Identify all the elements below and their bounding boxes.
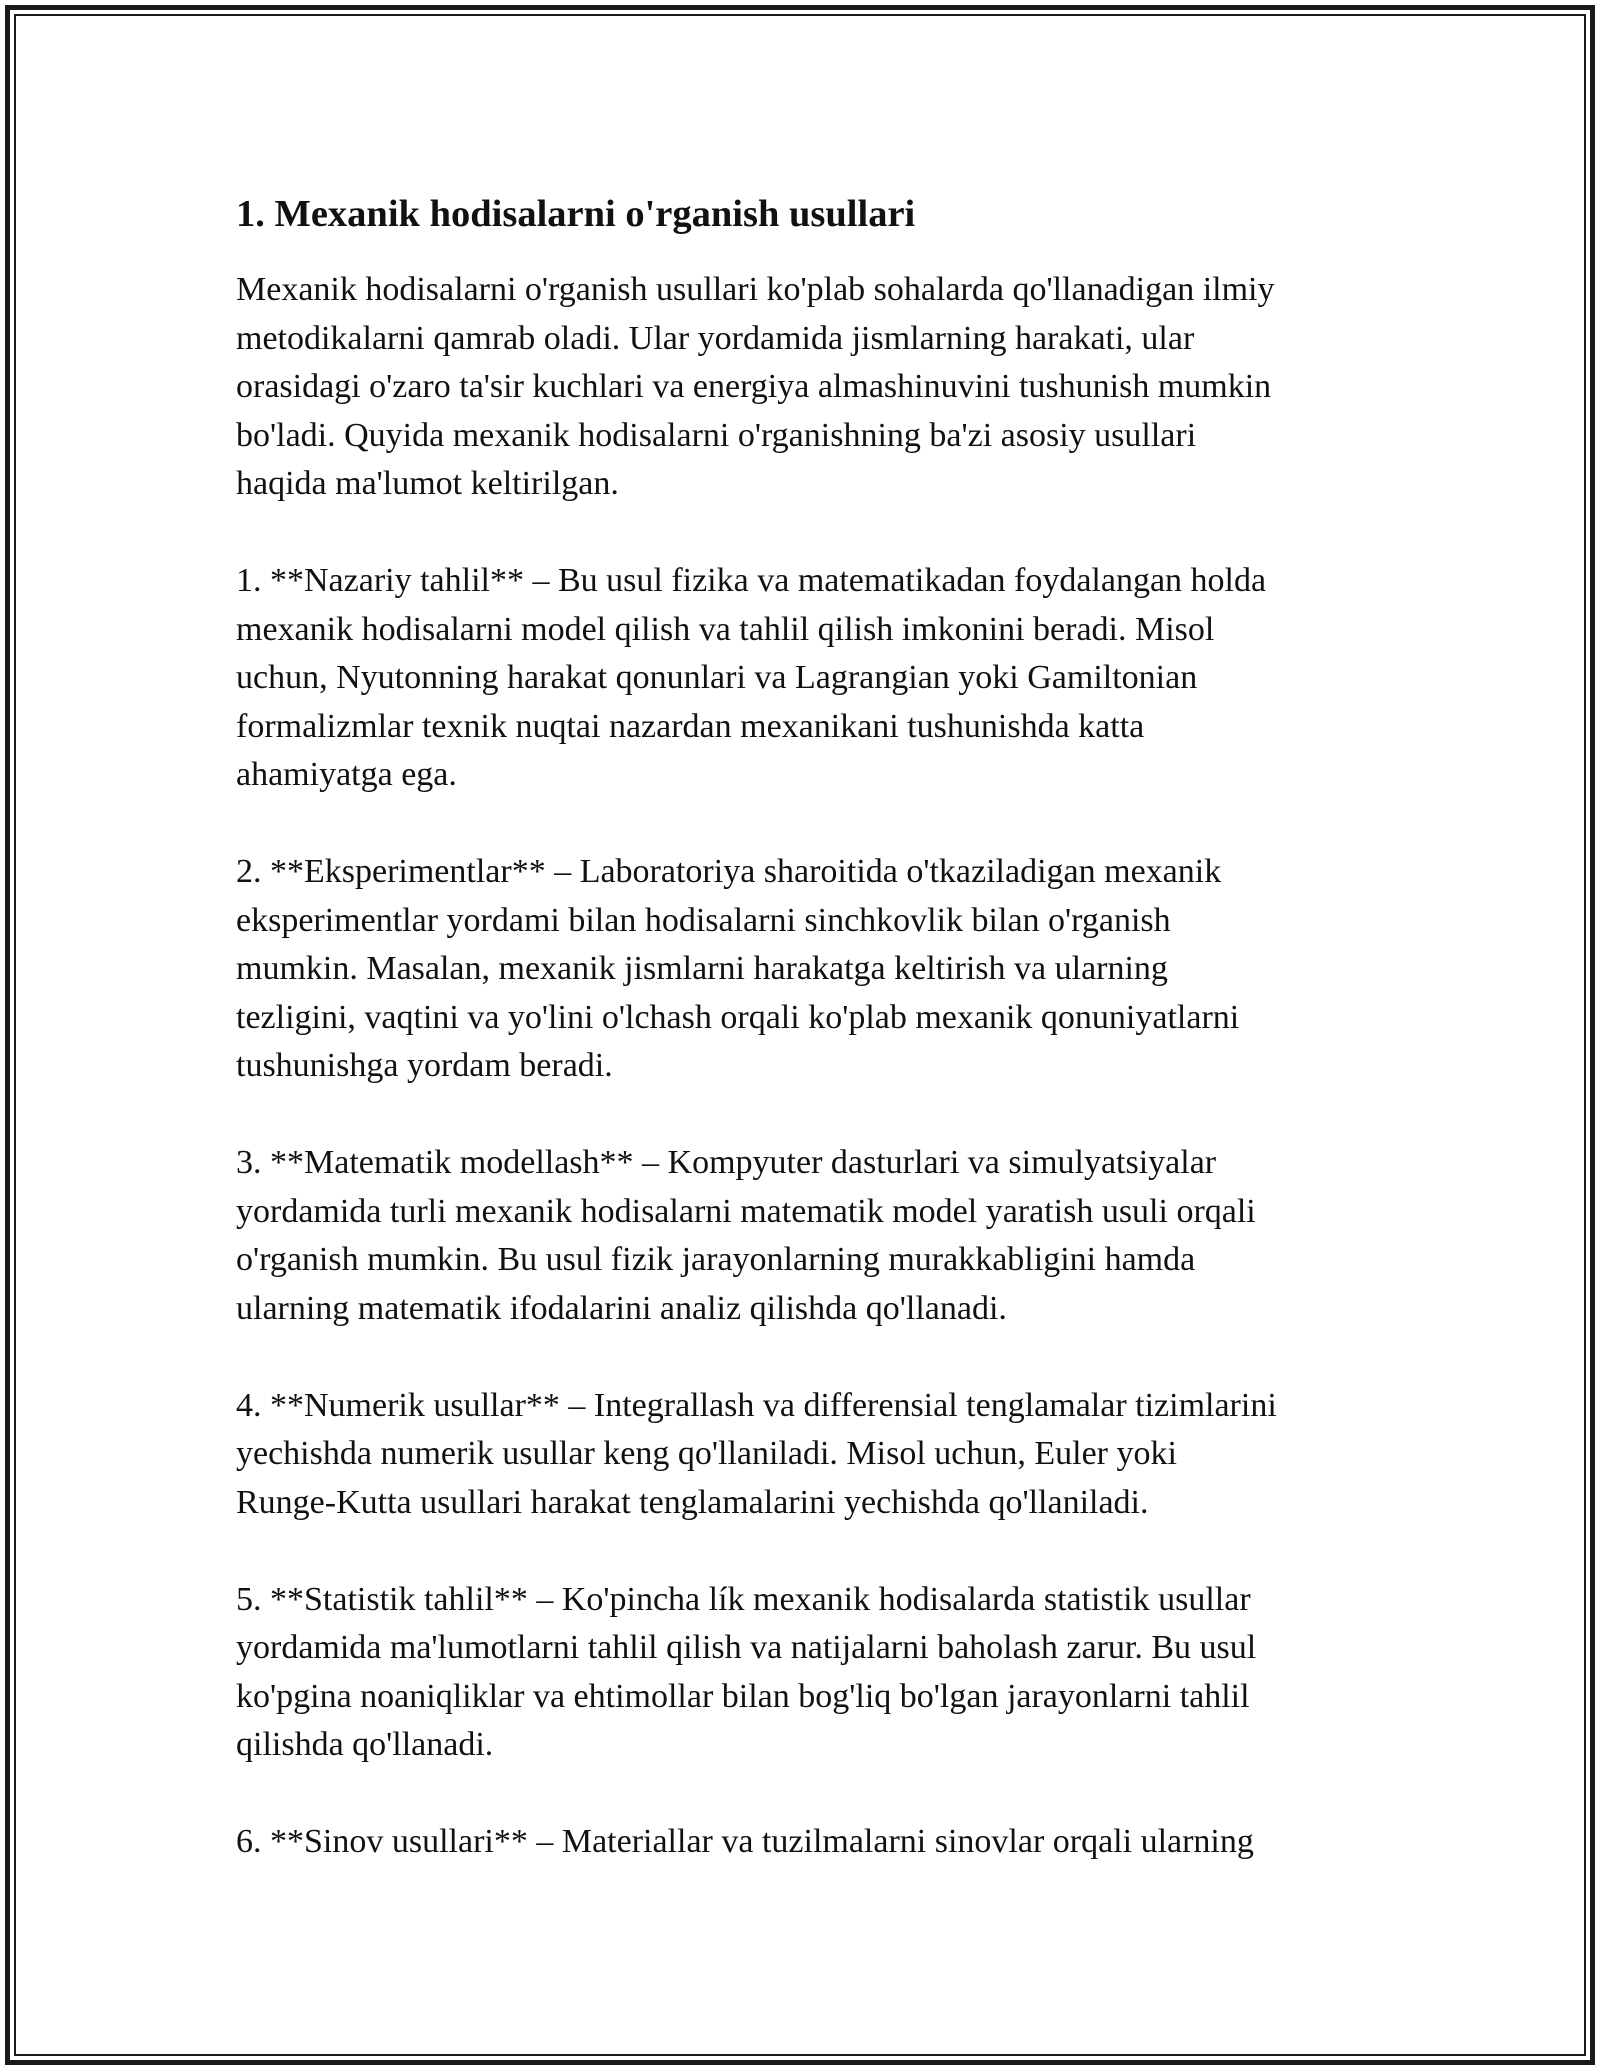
section-heading: 1. Mexanik hodisalarni o'rganish usullari xyxy=(236,193,916,235)
text-line: orasidagi o'zaro ta'sir kuchlari va energiya almashinuvini tushunish mumkin xyxy=(236,368,1272,405)
text-line: Mexanik hodisalarni o'rganish usullari ko'plab sohalarda qo'llanadigan ilmiy xyxy=(236,271,1275,308)
text-line: yechishda numerik usullar keng qo'llaniladi. Misol uchun, Euler yoki xyxy=(236,1435,1177,1472)
text-line: metodikalarni qamrab oladi. Ular yordamida jismlarning harakati, ular xyxy=(236,319,1195,357)
text-line: 3. **Matematik modellash** – Kompyuter dasturlari va simulyatsiyalar xyxy=(236,1144,1217,1181)
text-line: yordamida ma'lumotlarni tahlil qilish va natijalarni baholash zarur. Bu usul xyxy=(236,1629,1257,1666)
item-numerik-usullar xyxy=(236,1382,1386,1528)
text-line: haqida ma'lumot keltirilgan. xyxy=(236,465,619,502)
item-sinov-usullari xyxy=(236,1818,1386,1867)
intro-paragraph xyxy=(236,266,1386,509)
text-line: o'rganish mumkin. Bu usul fizik jarayonlarning murakkabligini hamda xyxy=(236,1241,1196,1278)
item-eksperimentlar xyxy=(236,848,1386,1091)
item-nazariy-tahlil xyxy=(236,557,1386,800)
text-line: formalizmlar texnik nuqtai nazardan mexanikani tushunishda katta xyxy=(236,707,1145,745)
item-matematik-modellash xyxy=(236,1139,1386,1333)
item-statistik-tahlil xyxy=(236,1576,1386,1770)
text-line: qilishda qo'llanadi. xyxy=(236,1726,494,1763)
text-line: bo'ladi. Quyida mexanik hodisalarni o'rganishning ba'zi asosiy usullari xyxy=(236,416,1197,454)
text-line: 6. **Sinov usullari** – Materiallar va tuzilmalarni sinovlar orqali ularning xyxy=(236,1823,1254,1860)
text-line: yordamida turli mexanik hodisalarni matematik model yaratish usuli orqali xyxy=(236,1192,1256,1230)
text-line: 4. **Numerik usullar** – Integrallash va differensial tenglamalar tizimlarini xyxy=(236,1386,1277,1424)
text-line: uchun, Nyutonning harakat qonunlari va Lagrangian yoki Gamiltonian xyxy=(236,659,1198,696)
document-body xyxy=(236,186,1386,1915)
text-line: ularning matematik ifodalarini analiz qilishda qo'llanadi. xyxy=(236,1289,1007,1327)
text-line: tezligini, vaqtini va yo'lini o'lchash orqali ko'plab mexanik qonuniyatlarni xyxy=(236,998,1240,1036)
text-line: mumkin. Masalan, mexanik jismlarni harakatga keltirish va ularning xyxy=(236,950,1168,987)
text-line: eksperimentlar yordami bilan hodisalarni sinchkovlik bilan o'rganish xyxy=(236,901,1171,939)
text-line: 1. **Nazariy tahlil** – Bu usul fizika va matematikadan foydalangan holda xyxy=(236,562,1267,599)
text-line: Runge-Kutta usullari harakat tenglamalarini yechishda qo'llaniladi. xyxy=(236,1483,1149,1521)
text-line: tushunishga yordam beradi. xyxy=(236,1047,613,1084)
text-line: 2. **Eksperimentlar** – Laboratoriya sharoitida o'tkaziladigan mexanik xyxy=(236,853,1222,890)
text-line: 5. **Statistik tahlil** – Ko'pincha lík mexanik hodisalarda statistik usullar xyxy=(236,1580,1251,1618)
text-line: ko'pgina noaniqliklar va ehtimollar bilan bog'liq bo'lgan jarayonlarni tahlil xyxy=(236,1677,1250,1715)
text-line: mexanik hodisalarni model qilish va tahlil qilish imkonini beradi. Misol xyxy=(236,610,1215,648)
text-line: ahamiyatga ega. xyxy=(236,756,457,793)
